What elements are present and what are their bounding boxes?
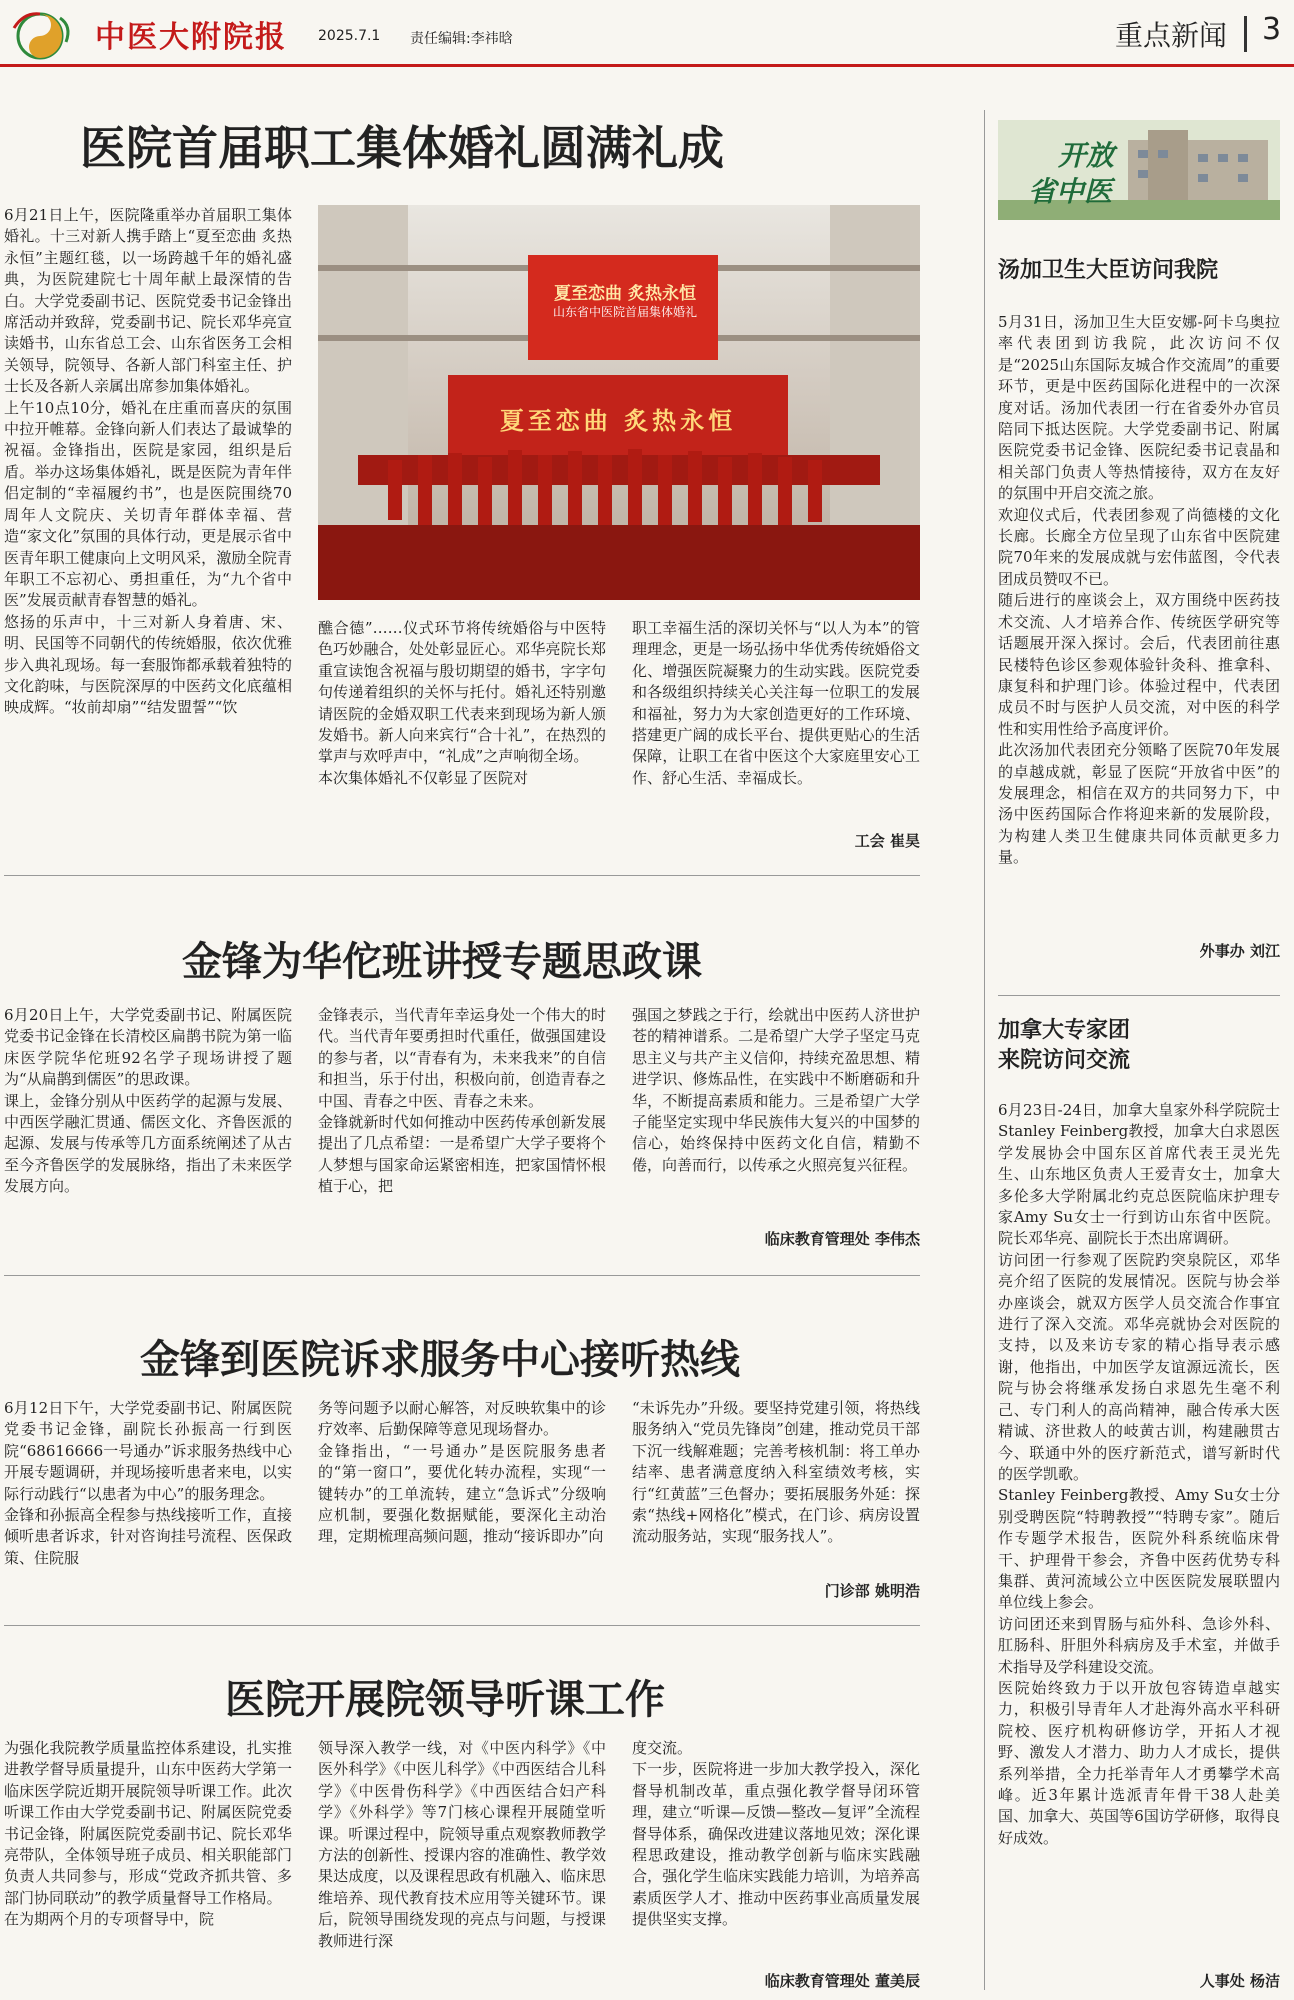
section-name: 重点新闻 (1115, 19, 1228, 52)
lectures-column-3: 度交流。 下一步，医院将进一步加大教学投入，深化督导机制改革，重点强化教学督导闭环管理，建立“听课—反馈—整改—复评”全流程督导体系，确保改进建议落地见效；深化课程思政建设，推动教学创新与临床实践融合，强化学生临床实践能力培训，为培养高素质医学人才、推动中医药事业高质量发展提供坚实支撑。 (632, 1739, 920, 1929)
canada-headline-line2: 来院访问交流 (998, 1047, 1131, 1073)
open-hospital-banner (998, 120, 1280, 220)
divider (4, 1625, 920, 1626)
lectures-byline: 临床教育管理处 董美辰 (764, 1972, 920, 1990)
huatuo-column-1: 6月20日上午，大学党委副书记、附属医院党委书记金锋在长清校区扁鹊书院为第一临床医学院华佗班92名学子现场讲授了题为“从扁鹊到儒医”的思政课。 课上，金锋分别从中医药学的起源与发展、中西医学融汇贯通、儒医文化、齐鲁医派的起源、发展与传承等几方面系统阐述了从古至今齐鲁医学的发展脉络，指出了未来医学发展方向。 (4, 1006, 292, 1196)
hotline-column-2: 务等问题予以耐心解答，对反映软集中的诊疗效率、后勤保障等意见现场督办。 金锋指出，“一号通办”是医院服务患者的“第一窗口”，要优化转办流程，实现“一键转办”的工单流转，建立“急诉式”分级响应机制，要强化数据赋能，要深化主动治理，定期梳理高频问题，推动“接诉即办”向 (318, 1399, 606, 1546)
wedding-photo (318, 205, 920, 600)
editor-credit: 责任编辑:李祎晗 (410, 31, 513, 47)
lectures-column-1: 为强化我院教学质量监控体系建设，扎实推进教学督导质量提升，山东中医药大学第一临床医学院近期开展院领导听课工作。此次听课工作由大学党委副书记、附属医院党委书记金锋，附属医院党委副书记、院长邓华亮带队，全体领导班子成员、相关职能部门负责人共同参与，形成“党政齐抓共管、多部门协同联动”的教学质量督导工作格局。 在为期两个月的专项督导中，院 (4, 1739, 292, 1929)
canada-headline-line1: 加拿大专家团 (998, 1017, 1131, 1043)
hotline-column-1: 6月12日下午，大学党委副书记、附属医院党委书记金锋，副院长孙振高一行到医院“68616666一号通办”诉求服务热线中心开展专题调研，并现场接听患者来电，以实际行动践行“以患者为中心”的服务理念。 金锋和孙振高全程参与热线接听工作，直接倾听患者诉求，针对咨询挂号流程、医保政策、住院服 (4, 1399, 292, 1567)
huatuo-headline: 金锋为华佗班讲授专题思政课 (182, 938, 702, 985)
hotline-byline: 门诊部 姚明浩 (824, 1582, 920, 1600)
huatuo-column-3: 强国之梦践之于行，绘就出中医药人济世护苍的精神谱系。二是希望广大学子坚定马克思主义与共产主义信仰，持续充盈思想、精进学识、修炼品性，在实践中不断磨砺和升华，不断提高素质和能力。三是希望广大学子能坚定实现中华民族伟大复兴的中国梦的信心，始终保持中医药文化自信，精勤不倦，向善而行，以传承之火照亮复兴征程。 (632, 1006, 920, 1174)
lectures-column-2: 领导深入教学一线，对《中医内科学》《中医外科学》《中医儿科学》《中西医结合儿科学》《中医骨伤科学》《中西医结合妇产科学》《外科学》等7门核心课程开展随堂听课。听课过程中，院领导重点观察教师教学方法的创新性、授课内容的准确性、教学效果达成度，以及课程思政有机融入、临床思维培养、现代教育技术应用等关键环节。课后，院领导围绕发现的亮点与问题，与授课教师进行深 (318, 1739, 606, 1950)
wedding-column-1: 6月21日上午，医院隆重举办首届职工集体婚礼。十三对新人携手踏上“夏至恋曲 炙热永恒”主题红毯，以一场跨越千年的婚礼盛典，为医院建院七十周年献上最深情的告白。大学党委副书记、医院党委书记金锋出席活动并致辞，党委副书记、院长邓华亮宣读婚书，山东省总工会、山东省医务工会相关领导，院领导、各新人部门科室主任、护士长及各新人亲属出席参加集体婚礼。 上午10点10分，婚礼在庄重而喜庆的氛围中拉开帷幕。金锋向新人们表达了最诚挚的祝福。金锋指出，医院是家园，组织是后盾。举办这场集体婚礼，既是医院为青年伴侣定制的“幸福履约书”，也是医院围绕70周年人文院庆、关切青年群体幸福、营造“家文化”氛围的具体行动，更是展示省中医青年职工健康向上文明风采，激励全院青年职工不忘初心、勇担重任，为“九个省中医”发展贡献青春智慧的婚礼。 悠扬的乐声中，十三对新人身着唐、宋、明、民国等不同朝代的传统婚服，依次优雅步入典礼现场。每一套服饰都承载着独特的文化韵味，与医院深厚的中医药文化底蕴相映成辉。“妆前却扇”“结发盟誓”“饮 (4, 206, 292, 717)
lectures-headline: 医院开展院领导听课工作 (225, 1676, 665, 1723)
page-number: 3 (1262, 12, 1282, 47)
wedding-column-2: 醮合德”……仪式环节将传统婚俗与中医特色巧妙融合，处处彰显匠心。邓华亮院长郑重宣读饱含祝福与殷切期望的婚书，字字句句传递着组织的关怀与托付。婚礼还特别邀请医院的金婚双职工代表来到现场为新人颁发婚书。新人向来宾行“合十礼”，在热烈的掌声与欢呼声中，“礼成”之声响彻全场。 本次集体婚礼不仅彰显了医院对 (318, 619, 606, 787)
photo-backdrop-slogan: 夏至恋曲 炙热永恒 (499, 406, 737, 435)
divider (4, 1275, 920, 1276)
hotline-column-3: “未诉先办”升级。要坚持党建引领，将热线服务纳入“党员先锋岗”创建，推动党员干部下沉一线解难题；完善考核机制：将工单办结率、患者满意度纳入科室绩效考核，实行“红黄蓝”三色督办；要拓展服务外延：探索“热线+网格化”模式，在门诊、病房设置流动服务站，实现“服务找人”。 (632, 1399, 920, 1546)
hotline-headline: 金锋到医院诉求服务中心接听热线 (140, 1336, 740, 1383)
wedding-byline: 工会 崔昊 (854, 832, 920, 850)
tonga-headline: 汤加卫生大臣访问我院 (998, 257, 1219, 283)
huatuo-column-2: 金锋表示，当代青年幸运身处一个伟大的时代。当代青年要勇担时代重任，做强国建设的参与者，以“青春有为，未来我来”的自信和担当，乐于付出，积极向前，创造青春之中国、青春之中医、青春之未来。 金锋就新时代如何推动中医药传承创新发展提出了几点希望：一是希望广大学子要将个人梦想与国家命运紧密相连，把家国情怀根植于心，把 (318, 1006, 606, 1196)
masthead-rule (0, 64, 1294, 67)
tonga-byline: 外事办 刘江 (1199, 942, 1280, 960)
divider (998, 995, 1280, 996)
sidebar-divider (984, 110, 985, 1990)
tonga-body: 5月31日，汤加卫生大臣安娜-阿卡乌奥拉率代表团到访我院，此次访问不仅是“2025山东国际友城合作交流周”的重要环节，更是中医药国际化进程中的一次深度对话。汤加代表团一行在省委外办官员陪同下抵达医院。大学党委副书记、附属医院党委书记金锋、医院纪委书记袁晶和相关部门负责人等热情接待，双方在友好的氛围中开启交流之旅。 欢迎仪式后，代表团参观了尚德楼的文化长廊。长廊全方位呈现了山东省中医院建院70年来的发展成就与宏伟蓝图，令代表团成员赞叹不已。 随后进行的座谈会上，双方围绕中医药技术交流、人才培养合作、传统医学研究等话题展开深入探讨。会后，代表团前往惠民楼特色诊区参观体验针灸科、推拿科、康复科和护理门诊。体验过程中，代表团成员不时与医护人员交流，对中医的科学性和实用性给予高度评价。 此次汤加代表团充分领略了医院70年发展的卓越成就，彰显了医院“开放省中医”的发展理念，相信在双方的共同努力下，中汤中医药国际合作将迎来新的发展阶段，为构建人类卫生健康共同体贡献更多力量。 (998, 313, 1280, 867)
banner-title-line2: 省中医 (1028, 175, 1113, 208)
wedding-headline: 医院首届职工集体婚礼圆满礼成 (80, 121, 724, 175)
photo-screen-caption: 山东省中医院首届集体婚礼 (552, 305, 697, 319)
divider (4, 875, 920, 876)
canada-body: 6月23日-24日，加拿大皇家外科学院院士Stanley Feinberg教授，加拿大白求恩医学发展协会中国东区首席代表王灵光先生、山东地区负责人王爱青女士，加拿大多伦多大学附属北约克总医院临床护理专家Amy Su女士一行到访山东省中医院。院长邓华亮、副院长于杰出席调研。 访问团一行参观了医院趵突泉院区，邓华亮介绍了医院的发展情况。医院与协会举办座谈会，就双方医学人员交流合作事宜进行了深入交流。邓华亮就协会对医院的支持，以及来访专家的精心指导表示感谢，他指出，中加医学友谊源远流长，医院与协会将继承发扬白求恩先生毫不利己、专门利人的高尚精神，融合传承大医精诚、济世救人的岐黄古训，构建融贯古今、联通中外的医疗新范式，谱写新时代的医学凯歌。 Stanley Feinberg教授、Amy Su女士分别受聘医院“特聘教授”“特聘专家”。随后作专题学术报告，医院外科系统临床骨干、护理骨干参会，齐鲁中医药优势专科集群、黄河流域公立中医医院发展联盟内单位线上参会。 访问团还来到胃肠与疝外科、急诊外科、肛肠科、肝胆外科病房及手术室，并做手术指导及学科建设交流。 医院始终致力于以开放包容铸造卓越实力，积极引导青年人才赴海外高水平科研院校、医疗机构研修访学，开拓人才视野、激发人才潜力、助力人才成长，提供系列举措，全力托举青年人才勇攀学术高峰。近3年累计选派青年骨干38人赴美国、加拿大、英国等6国访学研修，取得良好成效。 (998, 1101, 1280, 1847)
masthead-separator (1244, 16, 1247, 52)
issue-date: 2025.7.1 (318, 28, 381, 44)
canada-byline: 人事处 杨洁 (1199, 1972, 1280, 1990)
paper-name: 中医大附院报 (95, 20, 287, 55)
huatuo-byline: 临床教育管理处 李伟杰 (764, 1230, 920, 1248)
banner-title-line1: 开放 (1058, 139, 1115, 172)
newspaper-logo (10, 8, 80, 60)
wedding-column-3: 职工幸福生活的深切关怀与“以人为本”的管理理念，更是一场弘扬中华优秀传统婚俗文化、增强医院凝聚力的生动实践。医院党委和各级组织持续关心关注每一位职工的发展和福祉，努力为大家创造更好的工作环境、搭建更广阔的成长平台、提供更贴心的生活保障，让职工在省中医这个大家庭里安心工作、舒心生活、幸福成长。 (632, 619, 920, 787)
photo-screen-slogan: 夏至恋曲 炙热永恒 (554, 284, 696, 304)
